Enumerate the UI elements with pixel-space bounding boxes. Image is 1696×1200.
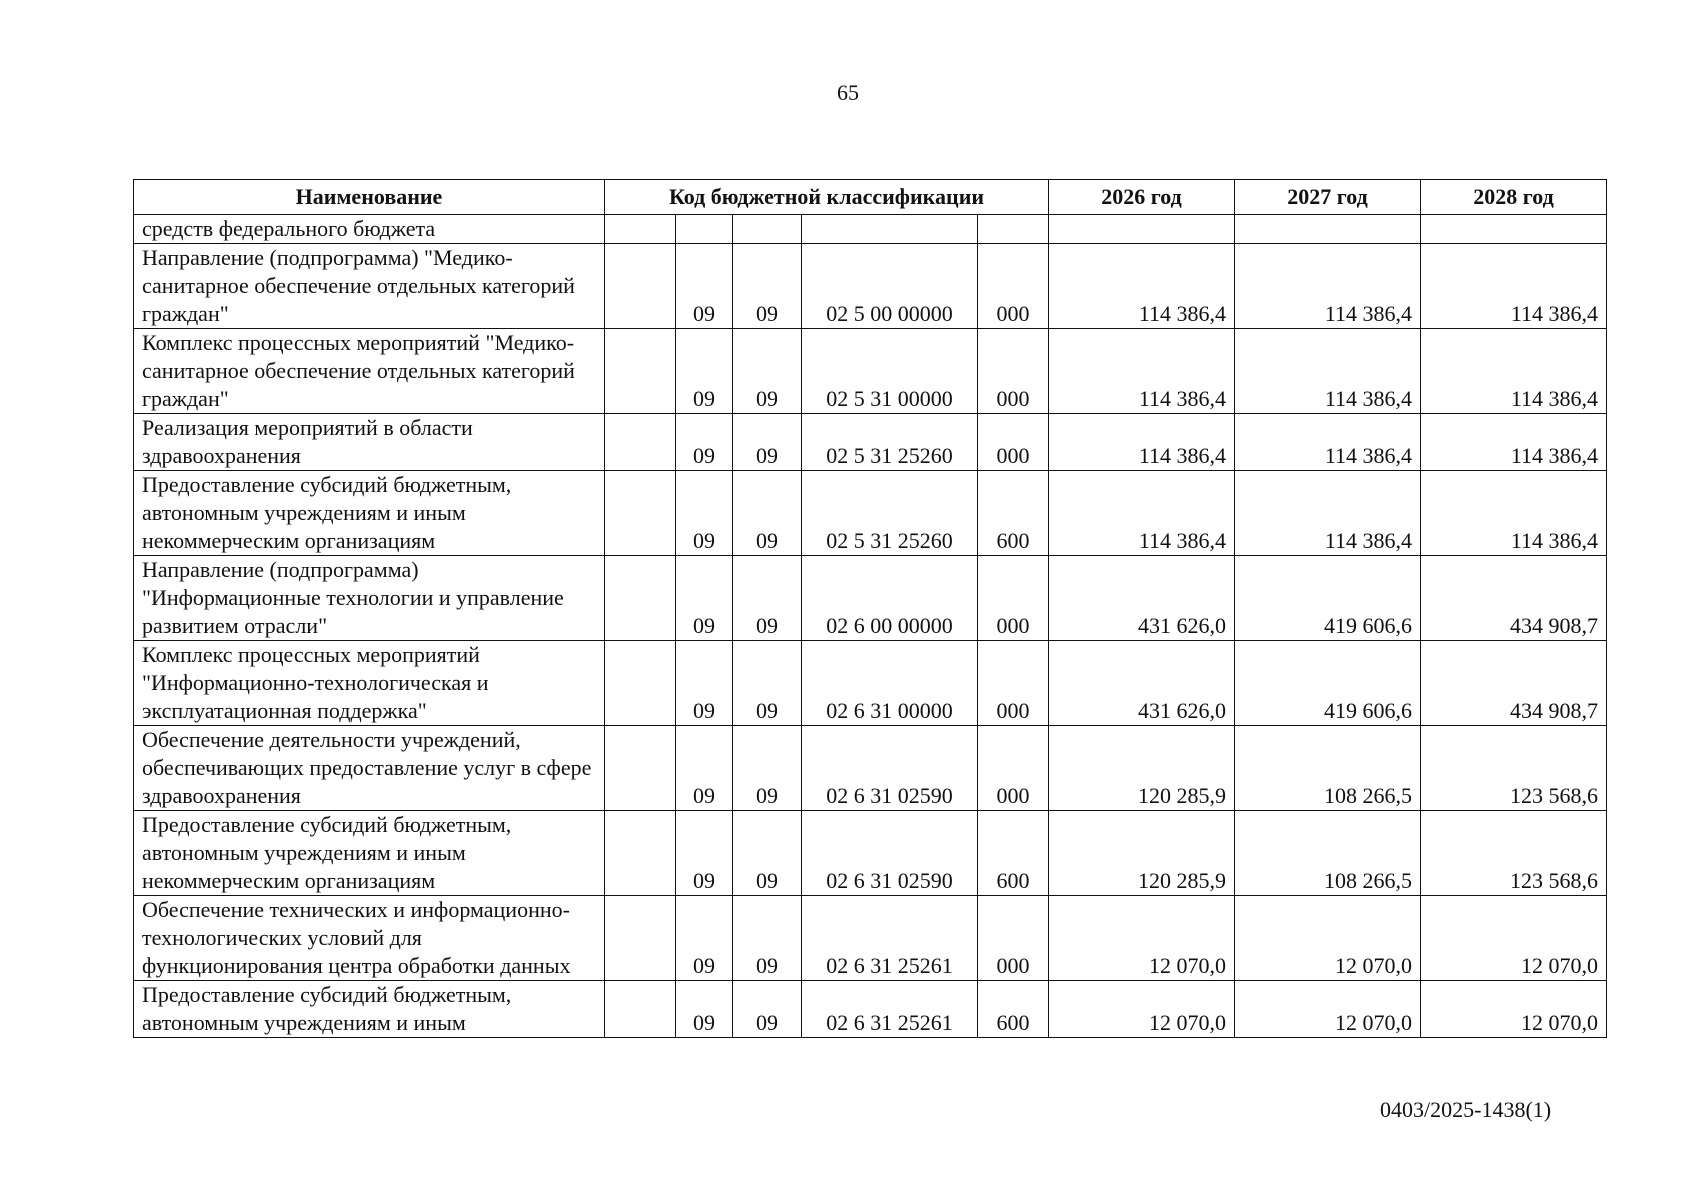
table-row (134, 726, 1607, 811)
table-body (134, 215, 1607, 1038)
value-2026: 114 386,4 (1049, 414, 1235, 471)
value-2028: 114 386,4 (1421, 329, 1607, 414)
value-2026: 114 386,4 (1049, 471, 1235, 556)
value-2027: 108 266,5 (1235, 811, 1421, 896)
code-target-article: 02 6 31 00000 (802, 641, 978, 726)
table-row (134, 896, 1607, 981)
row-empty-cell (605, 726, 676, 811)
row-empty-cell (605, 329, 676, 414)
code-section: 09 (676, 981, 733, 1038)
table-row (134, 414, 1607, 471)
code-section: 09 (676, 244, 733, 329)
row-empty-cell (605, 414, 676, 471)
code-target-article: 02 6 31 02590 (802, 726, 978, 811)
code-subsection: 09 (733, 556, 802, 641)
code-section: 09 (676, 896, 733, 981)
row-name: Комплекс процессных мероприятий "Информационно-технологическая и эксплуатационная поддержка" (134, 641, 605, 726)
value-2028: 114 386,4 (1421, 471, 1607, 556)
code-subsection: 09 (733, 981, 802, 1038)
code-expense-type: 600 (978, 811, 1049, 896)
page-number: 65 (837, 80, 859, 105)
code-section: 09 (676, 556, 733, 641)
value-2027: 114 386,4 (1235, 244, 1421, 329)
value-2027: 12 070,0 (1235, 981, 1421, 1038)
row-empty-cell (605, 471, 676, 556)
code-expense-type: 000 (978, 726, 1049, 811)
header-2028: 2028 год (1421, 180, 1607, 215)
value-2026: 12 070,0 (1049, 981, 1235, 1038)
code-target-article: 02 5 31 00000 (802, 329, 978, 414)
row-name: Направление (подпрограмма) "Медико-санитарное обеспечение отдельных категорий граждан" (134, 244, 605, 329)
code-section: 09 (676, 414, 733, 471)
code-target-article: 02 5 00 00000 (802, 244, 978, 329)
code-section: 09 (676, 641, 733, 726)
code-section: 09 (676, 471, 733, 556)
value-2026: 120 285,9 (1049, 811, 1235, 896)
value-2028: 434 908,7 (1421, 641, 1607, 726)
row-empty-cell (605, 244, 676, 329)
value-2027: 419 606,6 (1235, 556, 1421, 641)
code-expense-type: 000 (978, 244, 1049, 329)
code-target-article: 02 6 31 02590 (802, 811, 978, 896)
code-subsection: 09 (733, 471, 802, 556)
value-2027: 12 070,0 (1235, 896, 1421, 981)
code-section: 09 (676, 329, 733, 414)
code-expense-type: 600 (978, 981, 1049, 1038)
row-empty-cell (605, 811, 676, 896)
code-subsection: 09 (733, 414, 802, 471)
code-subsection: 09 (733, 641, 802, 726)
code-target-article: 02 5 31 25260 (802, 471, 978, 556)
table-row (134, 471, 1607, 556)
table-row (134, 811, 1607, 896)
value-2027: 114 386,4 (1235, 471, 1421, 556)
value-2026: 431 626,0 (1049, 556, 1235, 641)
code-subsection: 09 (733, 244, 802, 329)
row-empty-cell (605, 556, 676, 641)
header-name: Наименование (134, 180, 605, 215)
table-row (134, 329, 1607, 414)
value-2028: 114 386,4 (1421, 244, 1607, 329)
code-subsection: 09 (733, 896, 802, 981)
header-2026: 2026 год (1049, 180, 1235, 215)
row-name: Комплекс процессных мероприятий "Медико-санитарное обеспечение отдельных категорий граждан" (134, 329, 605, 414)
value-2028: 434 908,7 (1421, 556, 1607, 641)
code-expense-type: 000 (978, 414, 1049, 471)
header-code: Код бюджетной классификации (605, 180, 1049, 215)
code-expense-type: 600 (978, 471, 1049, 556)
document-id: 0403/2025-1438(1) (1380, 1097, 1552, 1122)
row-empty-cell (605, 896, 676, 981)
code-target-article: 02 6 31 25261 (802, 896, 978, 981)
value-2026: 431 626,0 (1049, 641, 1235, 726)
code-target-article: 02 5 31 25260 (802, 414, 978, 471)
row-name: Обеспечение технических и информационно-технологических условий для функционирования центра обработки данных (134, 896, 605, 981)
table-header-row (134, 180, 1607, 215)
table-row (134, 244, 1607, 329)
row-name: Предоставление субсидий бюджетным, автономным учреждениям и иным некоммерческим организациям (134, 471, 605, 556)
code-subsection: 09 (733, 329, 802, 414)
continuation-row (134, 215, 1607, 244)
row-name: Реализация мероприятий в области здравоохранения (134, 414, 605, 471)
table-row (134, 981, 1607, 1038)
code-section: 09 (676, 726, 733, 811)
value-2028: 123 568,6 (1421, 726, 1607, 811)
code-expense-type: 000 (978, 556, 1049, 641)
code-subsection: 09 (733, 811, 802, 896)
code-target-article: 02 6 00 00000 (802, 556, 978, 641)
value-2028: 114 386,4 (1421, 414, 1607, 471)
row-name: Обеспечение деятельности учреждений, обеспечивающих предоставление услуг в сфере здравоохранения (134, 726, 605, 811)
value-2027: 419 606,6 (1235, 641, 1421, 726)
table-row (134, 641, 1607, 726)
code-expense-type: 000 (978, 641, 1049, 726)
value-2026: 12 070,0 (1049, 896, 1235, 981)
value-2027: 108 266,5 (1235, 726, 1421, 811)
code-expense-type: 000 (978, 329, 1049, 414)
value-2028: 12 070,0 (1421, 981, 1607, 1038)
value-2026: 120 285,9 (1049, 726, 1235, 811)
code-target-article: 02 6 31 25261 (802, 981, 978, 1038)
header-2027: 2027 год (1235, 180, 1421, 215)
code-expense-type: 000 (978, 896, 1049, 981)
value-2026: 114 386,4 (1049, 329, 1235, 414)
row-empty-cell (605, 641, 676, 726)
value-2027: 114 386,4 (1235, 414, 1421, 471)
value-2027: 114 386,4 (1235, 329, 1421, 414)
code-section: 09 (676, 811, 733, 896)
row-name: средств федерального бюджета (134, 215, 605, 244)
budget-table (133, 179, 1607, 1038)
row-name: Предоставление субсидий бюджетным, автономным учреждениям и иным (134, 981, 605, 1038)
row-empty-cell (605, 981, 676, 1038)
value-2028: 12 070,0 (1421, 896, 1607, 981)
table-row (134, 556, 1607, 641)
row-name: Предоставление субсидий бюджетным, автономным учреждениям и иным некоммерческим организациям (134, 811, 605, 896)
value-2028: 123 568,6 (1421, 811, 1607, 896)
value-2026: 114 386,4 (1049, 244, 1235, 329)
row-name: Направление (подпрограмма) "Информационные технологии и управление развитием отрасли" (134, 556, 605, 641)
code-subsection: 09 (733, 726, 802, 811)
